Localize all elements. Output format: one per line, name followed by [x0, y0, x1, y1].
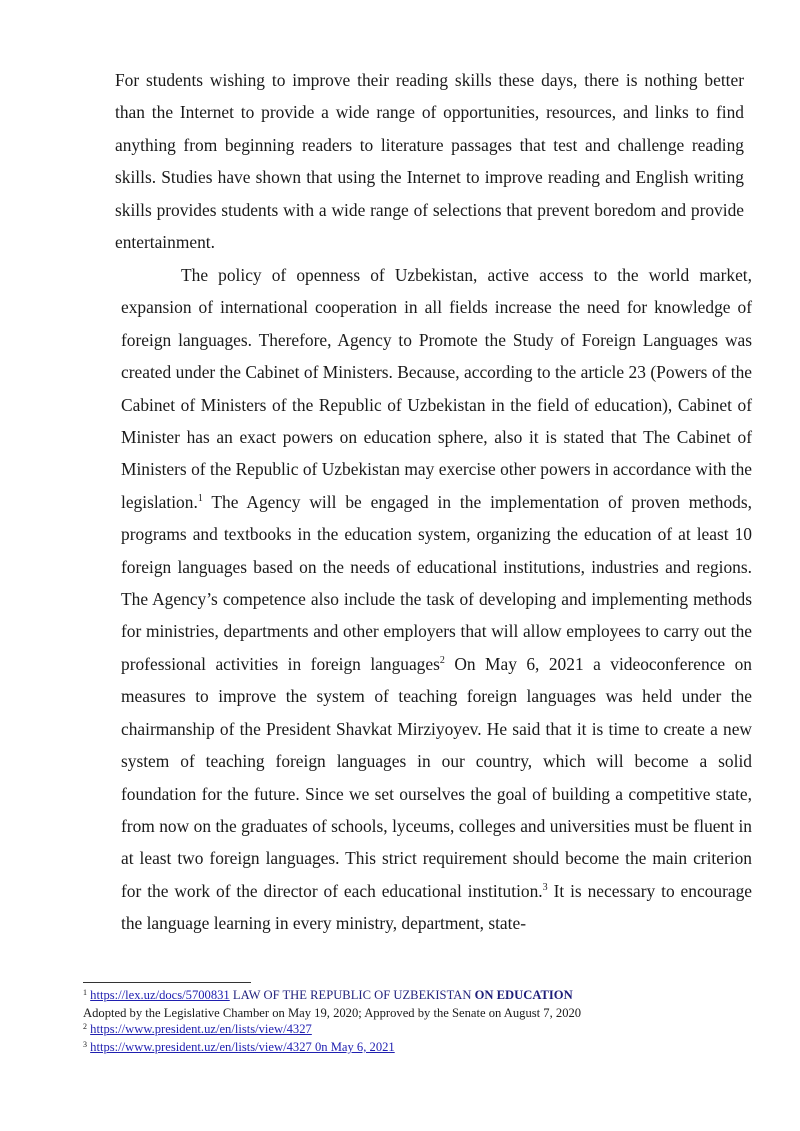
- footnote-1-bold-text: ON EDUCATION: [474, 988, 573, 1002]
- paragraph-text: The policy of openness of Uzbekistan, active access to the world market, expansion of international cooperation in all fields increase the need for knowledge of foreign languages. Therefore, Agency to Promote the Study of Foreign Languages was created under the Cabinet of Ministers. Because, according to the article 23 (Powers of the Cabinet of Ministers of the Republic of Uzbekistan in the field of education), Cabinet of Minister has an exact powers on education sphere, also it is stated that The Cabinet of Ministers of the Republic of Uzbekistan may exercise other powers in accordance with the legislation.: [121, 265, 752, 512]
- paragraph-text: On May 6, 2021 a videoconference on measures to improve the system of teaching foreign languages was held under the chairmanship of the President Shavkat Mirziyoyev. He said that it is time to create a new system of teaching foreign languages in our country, which will become a solid foundation for the future. Since we set ourselves the goal of building a competitive state, from now on the graduates of schools, lyceums, colleges and universities must be fluent in at least two foreign languages. This strict requirement should become the main criterion for the work of the director of each educational institution.: [121, 653, 752, 901]
- footnote-2: [83, 1021, 743, 1039]
- footnote-number: 2: [83, 1022, 87, 1031]
- paragraph-text: It is necessary to encourage the language learning in every ministry, department, state-: [121, 880, 753, 934]
- footnote-reference-3[interactable]: 3: [542, 881, 548, 893]
- paragraph-uzbekistan-policy: [121, 259, 752, 940]
- footnote-separator: [83, 982, 251, 983]
- paragraph-internet-reading: For students wishing to improve their reading skills these days, there is nothing better than the Internet to provide a wide range of opportunities, resources, and links to find anything from beginning readers to literature passages that test and challenge reading skills. Studies have shown that using the Internet to improve reading and English writing skills provides students with a wide range of selections that prevent boredom and provide entertainment.: [115, 70, 744, 253]
- footnote-reference-1[interactable]: 1: [197, 492, 203, 504]
- footnote-reference-2[interactable]: 2: [439, 654, 445, 666]
- footnote-1-adoption-line: Adopted by the Legislative Chamber on May 19, 2020; Approved by the Senate on August 7, 2020: [83, 1006, 582, 1020]
- footnote-number: 3: [83, 1040, 87, 1049]
- footnote-1: [83, 987, 743, 1005]
- footnote-1-link[interactable]: https://lex.uz/docs/5700831: [90, 988, 230, 1002]
- footnote-2-link[interactable]: https://www.president.uz/en/lists/view/4327: [90, 1022, 312, 1036]
- paragraph-text: The Agency will be engaged in the implementation of proven methods, programs and textbooks in the education system, organizing the education of at least 10 foreign languages based on the needs of educational institutions, industries and regions. The Agency’s competence also include the task of developing and implementing methods for ministries, departments and other employers that will allow employees to carry out the professional activities in foreign languages: [121, 491, 752, 674]
- footnotes: [83, 987, 743, 1057]
- footnote-1-text: LAW OF THE REPUBLIC OF UZBEKISTAN: [229, 988, 475, 1002]
- footnote-3: [83, 1039, 743, 1057]
- footnote-3-link[interactable]: https://www.president.uz/en/lists/view/4327 0n May 6, 2021: [90, 1040, 395, 1054]
- footnote-number: 1: [83, 988, 87, 997]
